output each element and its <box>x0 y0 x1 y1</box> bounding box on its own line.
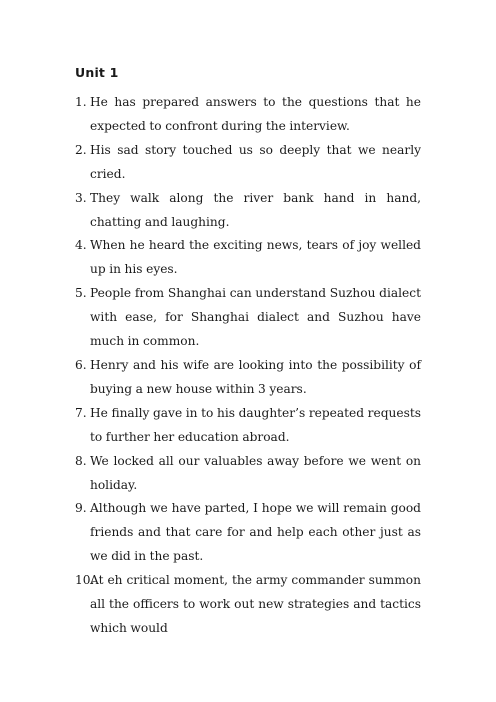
list-item <box>75 282 421 354</box>
item-number: 9. <box>75 501 87 516</box>
item-number: 7. <box>75 405 87 420</box>
item-number: 4. <box>75 238 87 253</box>
item-text: When he heard the exciting news, tears of joy welled up in his eyes. <box>90 238 421 277</box>
item-number: 8. <box>75 453 87 468</box>
list-item <box>75 187 421 235</box>
item-number: 10. <box>75 573 95 588</box>
list-item <box>75 91 421 139</box>
item-text: People from Shanghai can understand Suzhou dialect with ease, for Shanghai dialect and Suzhou have much in common. <box>90 286 421 349</box>
item-number: 1. <box>75 95 87 109</box>
list-item <box>75 234 421 282</box>
item-text: Although we have parted, I hope we will remain good friends and that care for and help each other just as we did in the past. <box>90 501 421 564</box>
item-text: They walk along the river bank hand in hand, chatting and laughing. <box>90 190 421 229</box>
item-text: We locked all our valuables away before we went on holiday. <box>90 453 421 492</box>
item-text: At eh critical moment, the army commander summon all the officers to work out new strategies and tactics which would <box>90 573 421 635</box>
list-item <box>75 402 421 450</box>
item-number: 3. <box>75 190 87 205</box>
unit-heading: Unit 1 <box>75 65 119 80</box>
list-item <box>75 569 421 641</box>
item-number: 5. <box>75 286 87 301</box>
list-item <box>75 139 421 187</box>
item-number: 2. <box>75 142 87 157</box>
list-item <box>75 354 421 402</box>
list-item <box>75 497 421 569</box>
item-text: His sad story touched us so deeply that we nearly cried. <box>90 142 421 181</box>
item-text: He has prepared answers to the questions that he expected to confront during the interview. <box>90 95 421 133</box>
sentence-list <box>75 91 421 641</box>
item-text: He finally gave in to his daughter’s repeated requests to further her education abroad. <box>90 405 421 444</box>
list-item <box>75 450 421 498</box>
item-number: 6. <box>75 357 87 372</box>
item-text: Henry and his wife are looking into the possibility of buying a new house within 3 years. <box>90 357 421 396</box>
